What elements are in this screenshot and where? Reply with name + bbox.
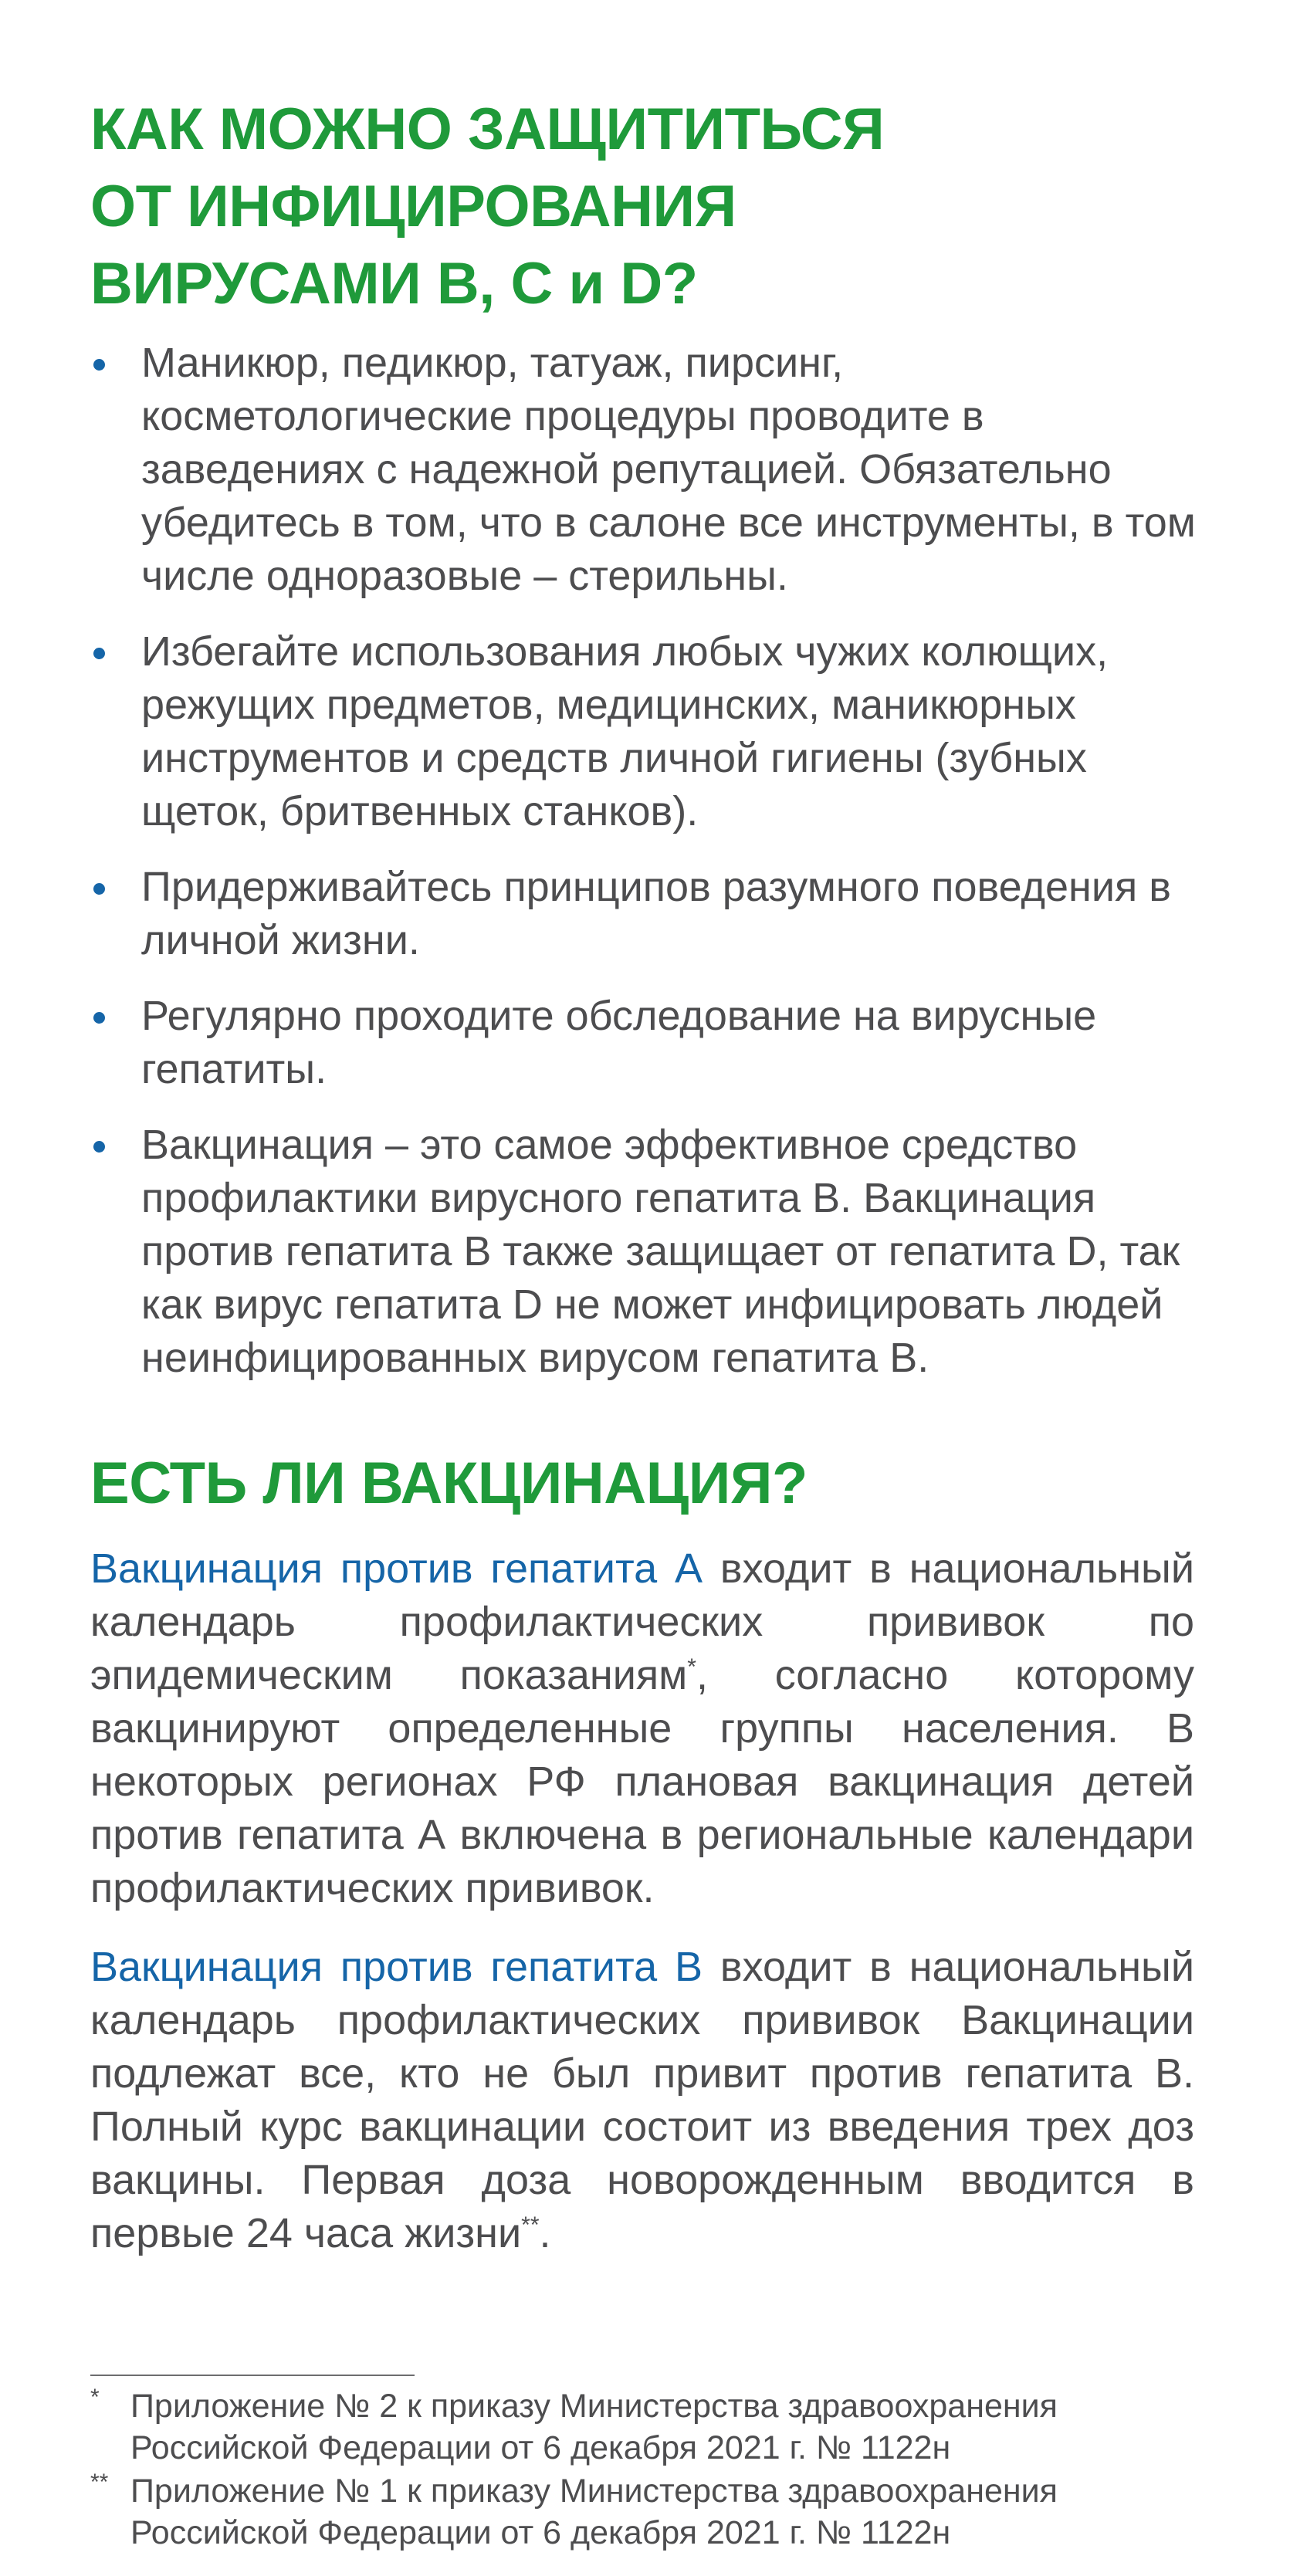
bullet-icon — [93, 883, 105, 895]
bullet-text: Регулярно проходите обследование на вирусные гепатиты. — [141, 993, 1097, 1092]
bullet-icon — [93, 1012, 105, 1024]
footnote-mark: * — [90, 2385, 100, 2410]
bullet-text: Маникюр, педикюр, татуаж, пирсинг, косметологические процедуры проводите в заведениях с надежной репутацией. Обязательно убедитесь в том, что в салоне все инструменты, в том числе одноразовые – стерильны. — [141, 340, 1196, 599]
footnote-text: Приложение № 2 к приказу Министерства здравоохранения Российской Федерации от 6 декабря 2021 г. № 1122н — [130, 2388, 1058, 2466]
bullet-text: Придерживайтесь принципов разумного поведения в личной жизни. — [141, 864, 1171, 963]
title-line: ВИРУСАМИ В, С и D? — [90, 251, 698, 316]
footnote — [90, 2385, 1217, 2469]
list-item — [90, 861, 1202, 967]
bullet-icon — [93, 648, 105, 659]
paragraph-text: входит в национальный календарь профилактических прививок по эпидемическим показаниям — [90, 1545, 1194, 1698]
section-title-protection — [90, 91, 1171, 323]
hepatitis-a-vaccination-paragraph — [90, 1542, 1194, 1915]
title-line: ОТ ИНФИЦИРОВАНИЯ — [90, 174, 736, 239]
footnote-mark: ** — [90, 2469, 109, 2495]
list-item — [90, 990, 1202, 1096]
paragraph-text: . — [539, 2210, 551, 2256]
section-title-vaccination: ЕСТЬ ЛИ ВАКЦИНАЦИЯ? — [90, 1450, 808, 1516]
footnote-divider — [90, 2375, 415, 2376]
list-item — [90, 1119, 1202, 1385]
paragraph-text: , согласно которому вакцинируют определенные группы населения. В некоторых регионах РФ плановая вакцинация детей против гепатита А включена в региональные календари профилактических прививок. — [90, 1652, 1194, 1911]
bullet-icon — [93, 1141, 105, 1153]
footnote-reference: ** — [521, 2212, 540, 2238]
paragraph-text: входит в национальный календарь профилактических прививок Вакцинации подлежат все, кто не был привит против гепатита В. Полный курс вакцинации состоит из введения трех доз вакцины. Первая доза новорожденным вводится в первые 24 часа жизни — [90, 1944, 1194, 2256]
footnotes — [90, 2385, 1217, 2555]
paragraph-lead: Вакцинация против гепатита А — [90, 1545, 703, 1592]
bullet-icon — [93, 359, 105, 371]
bullet-text: Избегайте использования любых чужих колющих, режущих предметов, медицинских, маникюрных инструментов и средств личной гигиены (зубных щеток, бритвенных станков). — [141, 628, 1109, 834]
list-item — [90, 625, 1202, 838]
footnote-reference: * — [687, 1654, 696, 1680]
footnote — [90, 2470, 1217, 2554]
protection-bullet-list — [90, 337, 1202, 1407]
footnote-text: Приложение № 1 к приказу Министерства здравоохранения Российской Федерации от 6 декабря 2021 г. № 1122н — [130, 2473, 1058, 2551]
bullet-text: Вакцинация – это самое эффективное средство профилактики вирусного гепатита В. Вакцинация против гепатита В также защищает от гепатита D, так как вирус гепатита D не может инфицировать людей неинфицированных вирусом гепатита В. — [141, 1122, 1180, 1381]
list-item — [90, 337, 1202, 603]
paragraph-lead: Вакцинация против гепатита В — [90, 1944, 703, 1990]
hepatitis-b-vaccination-paragraph — [90, 1941, 1194, 2260]
title-line: КАК МОЖНО ЗАЩИТИТЬСЯ — [90, 96, 885, 162]
